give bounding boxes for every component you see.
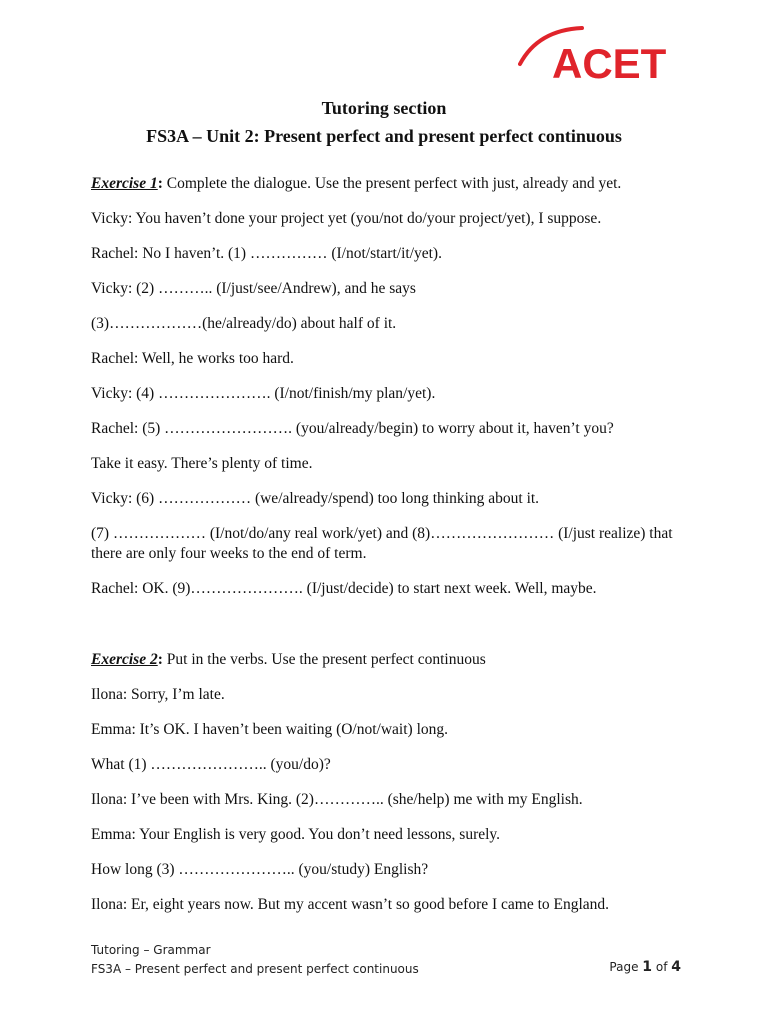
dialogue-line: Ilona: Er, eight years now. But my accent wasn’t so good before I came to England. xyxy=(91,896,610,913)
dialogue-line: Rachel: OK. (9)…………………. (I/just/decide) to start next week. Well, maybe. xyxy=(91,580,597,597)
dialogue-line: (7) ……………… (I/not/do/any real work/yet) and (8)…………………… (I/just realize) that there are only four weeks to the end of term. xyxy=(91,525,673,562)
dialogue-line: Vicky: You haven’t done your project yet (you/not do/your project/yet), I suppose. xyxy=(91,210,602,227)
page-footer xyxy=(91,941,691,979)
exercise-1-label: Exercise 1 xyxy=(91,175,158,192)
footer-topic: FS3A – Present perfect and present perfect continuous xyxy=(91,962,419,976)
dialogue-line: What (1) ………………….. (you/do)? xyxy=(91,756,331,773)
acet-logo xyxy=(518,24,694,88)
page-number xyxy=(609,958,681,977)
page-current: 1 xyxy=(642,959,653,975)
title-block xyxy=(0,94,768,150)
page-prefix: Page xyxy=(609,960,643,974)
dialogue-line: Ilona: Sorry, I’m late. xyxy=(91,686,225,703)
exercise-2-instruction: Put in the verbs. Use the present perfect continuous xyxy=(162,651,486,668)
dialogue-line: Ilona: I’ve been with Mrs. King. (2)………….. (she/help) me with my English. xyxy=(91,791,583,808)
exercise-2-label: Exercise 2 xyxy=(91,651,158,668)
dialogue-line: How long (3) ………………….. (you/study) English? xyxy=(91,861,429,878)
exercise-1-instruction: Complete the dialogue. Use the present perfect with just, already and yet. xyxy=(162,175,622,192)
exercise-2-colon: : xyxy=(157,651,163,668)
page-total: 4 xyxy=(671,959,681,975)
dialogue-line: Rachel: (5) ……………………. (you/already/begin) to worry about it, haven’t you? xyxy=(91,420,614,437)
page-subtitle: FS3A – Unit 2: Present perfect and present perfect continuous xyxy=(146,126,622,146)
dialogue-line: Vicky: (2) ……….. (I/just/see/Andrew), and he says xyxy=(91,280,416,297)
page-of: of xyxy=(652,960,672,974)
dialogue-line: Take it easy. There’s plenty of time. xyxy=(91,455,313,472)
exercise-2-heading xyxy=(91,650,691,670)
footer-course: Tutoring – Grammar xyxy=(91,943,211,957)
section-spacer xyxy=(91,614,691,650)
dialogue-line: Emma: Your English is very good. You don’t need lessons, surely. xyxy=(91,826,501,843)
dialogue-line: (3)………………(he/already/do) about half of it. xyxy=(91,315,397,332)
dialogue-line: Vicky: (6) ……………… (we/already/spend) too long thinking about it. xyxy=(91,490,540,507)
dialogue-line: Vicky: (4) …………………. (I/not/finish/my plan/yet). xyxy=(91,385,436,402)
document-body xyxy=(91,174,691,930)
page-title: Tutoring section xyxy=(321,98,447,118)
logo-text: ACET xyxy=(552,40,667,87)
dialogue-line: Rachel: No I haven’t. (1) …………… (I/not/start/it/yet). xyxy=(91,245,442,262)
exercise-1-heading xyxy=(91,174,691,194)
exercise-1-colon: : xyxy=(157,175,163,192)
dialogue-line: Emma: It’s OK. I haven’t been waiting (O/not/wait) long. xyxy=(91,721,448,738)
dialogue-line: Rachel: Well, he works too hard. xyxy=(91,350,294,367)
